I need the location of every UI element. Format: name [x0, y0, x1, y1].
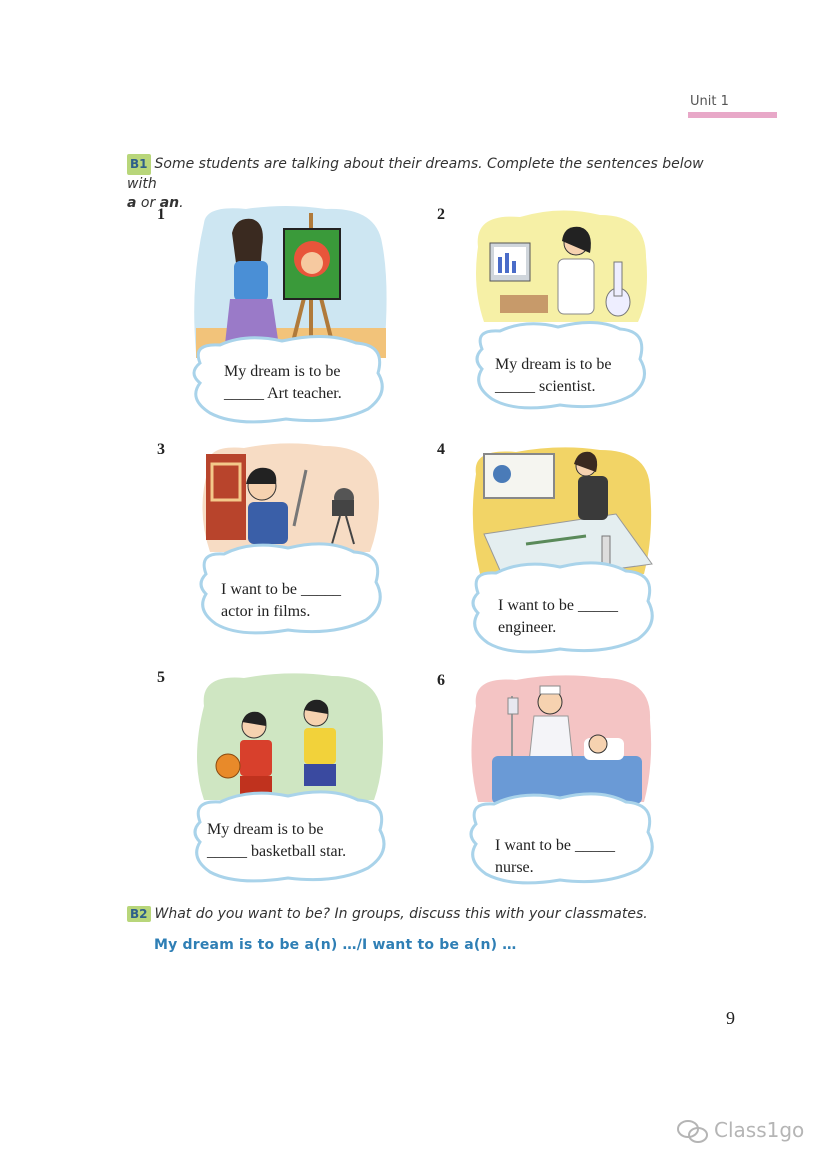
word-an: an [159, 195, 180, 211]
caption-6-line1: I want to be _____ [495, 837, 615, 854]
caption-4 [498, 595, 618, 639]
caption-3-line2: actor in films. [221, 603, 311, 620]
caption-2-line1: My dream is to be [495, 356, 612, 373]
caption-3-line1: I want to be _____ [221, 581, 341, 598]
item-number-5: 5 [157, 669, 165, 686]
caption-6-line2: nurse. [495, 859, 534, 876]
caption-3 [221, 579, 341, 623]
word-a: a [127, 195, 137, 211]
item-number-4: 4 [437, 441, 445, 458]
b2-model-sentence: My dream is to be a(n) …/I want to be a(n) … [154, 937, 517, 953]
chat-bubble-icon [676, 1118, 710, 1146]
caption-2 [495, 354, 611, 398]
caption-5-line1: My dream is to be [207, 821, 324, 838]
caption-1 [224, 361, 342, 405]
watermark-text: Class1go [714, 1118, 805, 1142]
period: . [179, 195, 184, 211]
item-number-6: 6 [437, 672, 445, 689]
b2-instruction [127, 906, 648, 922]
caption-4-line1: I want to be _____ [498, 597, 618, 614]
b1-instruction-text: Some students are talking about their dreams. Complete the sentences below with [127, 156, 704, 192]
card-art-teacher [186, 203, 390, 418]
caption-2-line2: _____ scientist. [495, 378, 596, 395]
caption-4-line2: engineer. [498, 619, 557, 636]
caption-5 [207, 819, 346, 863]
item-number-3: 3 [157, 441, 165, 458]
card-engineer [466, 444, 656, 659]
caption-1-line2: _____ Art teacher. [224, 385, 342, 402]
caption-1-line1: My dream is to be [224, 363, 341, 380]
page-number: 9 [726, 1008, 735, 1028]
caption-5-line2: _____ basketball star. [207, 843, 347, 860]
unit-label: Unit 1 [690, 94, 729, 109]
unit-bar [688, 112, 777, 118]
card-basketball [188, 670, 388, 890]
item-number-2: 2 [437, 206, 445, 223]
b2-instruction-text: What do you want to be? In groups, discuss this with your classmates. [154, 906, 648, 922]
card-nurse [464, 672, 656, 887]
b2-tag: B2 [127, 906, 151, 922]
card-scientist [470, 207, 650, 417]
b1-tag: B1 [127, 154, 151, 175]
word-or: or [136, 195, 160, 211]
caption-6 [495, 835, 615, 879]
card-actor [194, 440, 384, 645]
item-number-1: 1 [157, 206, 165, 223]
